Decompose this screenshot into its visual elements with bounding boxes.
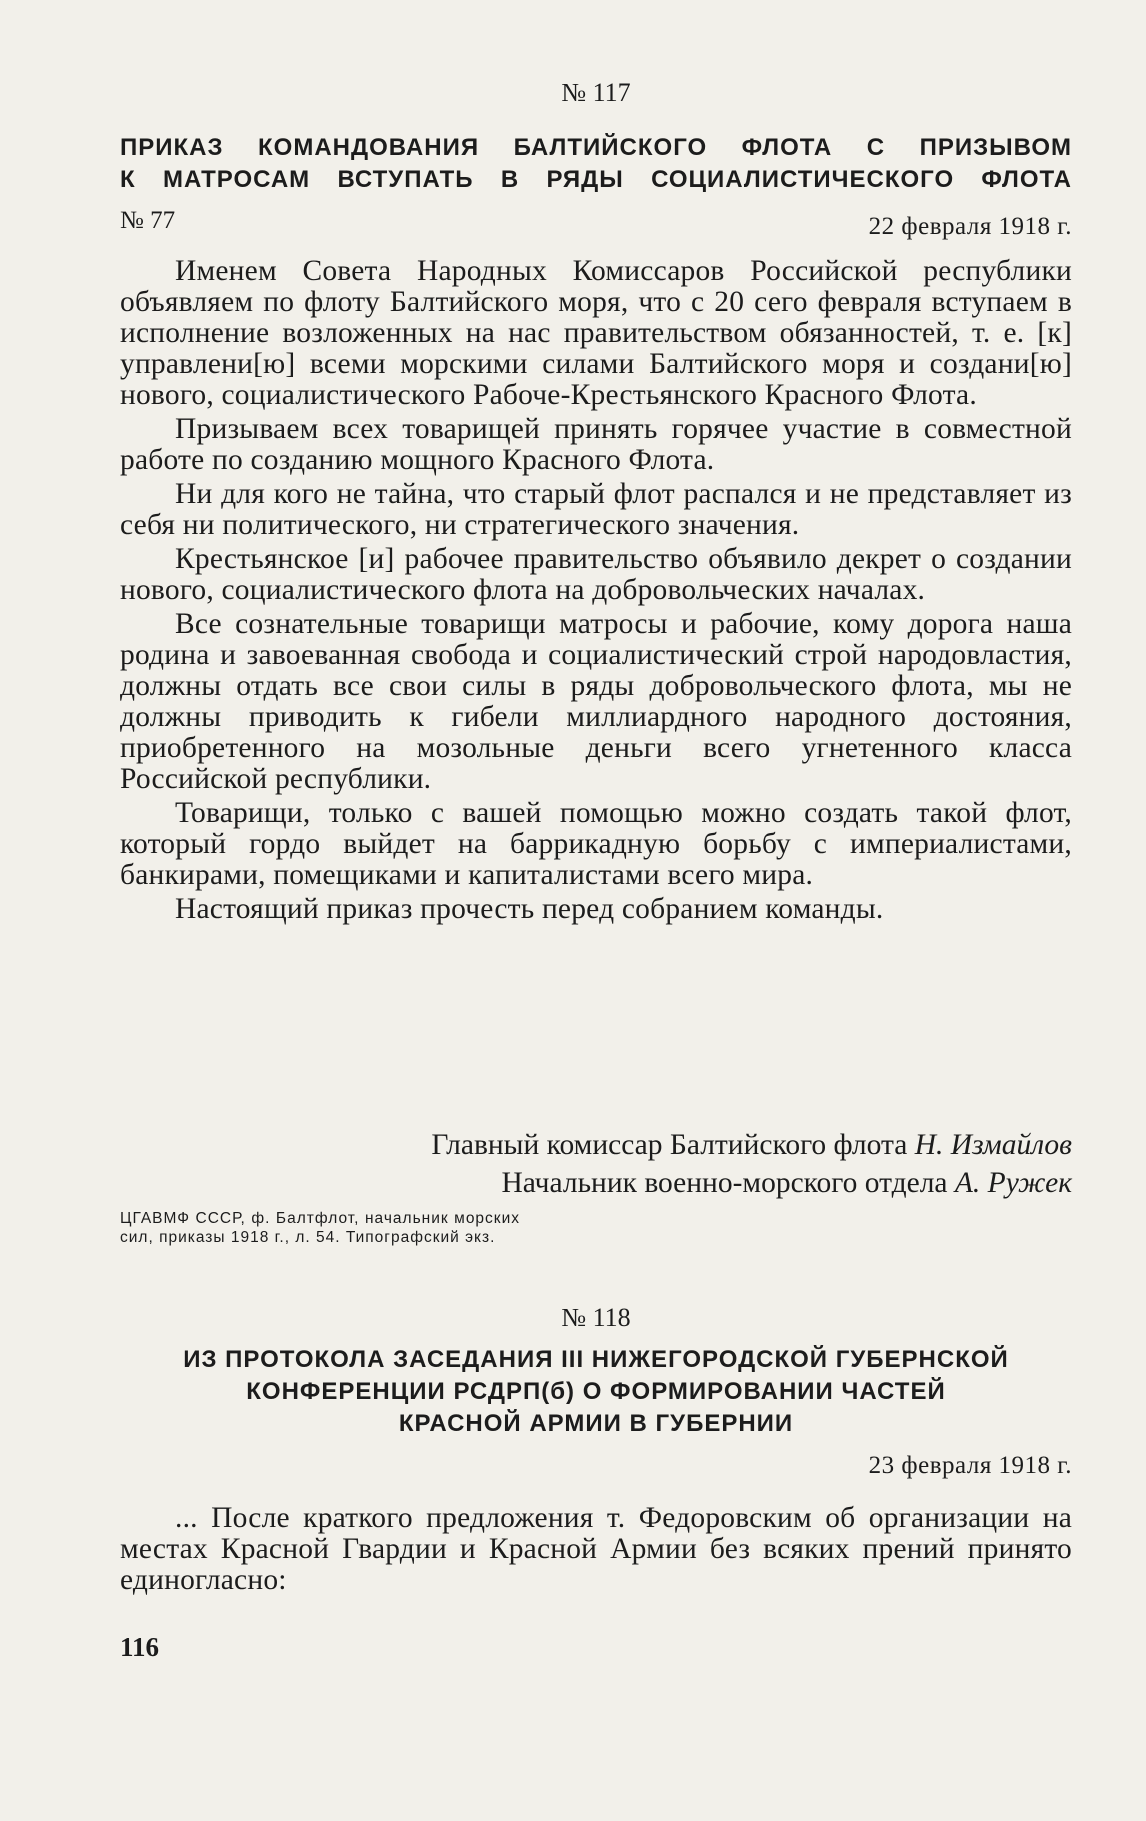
doc117-title-line-1: ПРИКАЗ КОМАНДОВАНИЯ БАЛТИЙСКОГО ФЛОТА С ПРИЗЫВОМ [120, 134, 1072, 161]
doc117-paragraph: Ни для кого не тайна, что старый флот распался и не представляет из себя ни политического, ни стратегического значения. [120, 478, 1072, 541]
doc118-number: № 118 [561, 1303, 631, 1332]
doc117-number: № 117 [561, 78, 631, 107]
signature-name: Н. Измайлов [914, 1129, 1072, 1161]
signature-name: А. Ружек [954, 1167, 1072, 1199]
doc117-paragraph: Настоящий приказ прочесть перед собранием команды. [175, 893, 884, 925]
doc118-title-line-1: ИЗ ПРОТОКОЛА ЗАСЕДАНИЯ III НИЖЕГОРОДСКОЙ ГУБЕРНСКОЙ [183, 1346, 1009, 1373]
page-number: 116 [120, 1632, 160, 1662]
signature-line [431, 1164, 1072, 1202]
doc117-body [120, 256, 1072, 925]
doc118-title-line-3: КРАСНОЙ АРМИИ В ГУБЕРНИИ [398, 1410, 794, 1437]
doc117-paragraph: Именем Совета Народных Комиссаров Российской республики объявляем по флоту Балтийского моря, что с 20 сего февраля вступаем в исполнение возложенных на нас правительством обязанностей, т. е. [к] управлени[ю] всеми морскими силами Балтийского моря и создани[ю] нового, социалистического Рабоче-Крестьянского Красного Флота. [120, 255, 1072, 411]
doc117-title-line-2: К МАТРОСАМ ВСТУПАТЬ В РЯДЫ СОЦИАЛИСТИЧЕСКОГО ФЛОТА [120, 166, 1072, 193]
doc117-paragraph: Крестьянское [и] рабочее правительство объявило декрет о создании нового, социалистического флота на добровольческих началах. [120, 543, 1072, 606]
doc117-signatures [431, 1126, 1072, 1202]
signature-line [431, 1126, 1072, 1164]
doc117-date: 22 февраля 1918 г. [868, 213, 1072, 240]
doc117-paragraph: Товарищи, только с вашей помощью можно создать такой флот, который гордо выйдет на баррикадную борьбу с империалистами, банкирами, помещиками и капиталистами всего мира. [120, 797, 1072, 891]
doc117-paragraph: Все сознательные товарищи матросы и рабочие, кому дорога наша родина и завоеванная свобода и социалистический строй народовластия, должны отдать все свои силы в ряды добровольческого флота, мы не должны приводить к гибели миллиардного народного достояния, приобретенного на мозольные деньги всего угнетенного класса Российской республики. [120, 608, 1072, 795]
doc117-paragraph: Призываем всех товарищей принять горячее участие в совместной работе по созданию мощного Красного Флота. [120, 413, 1072, 476]
signature-role: Начальник военно-морского отдела [501, 1167, 948, 1199]
signature-role: Главный комиссар Балтийского флота [431, 1129, 908, 1161]
doc118-title-line-2: КОНФЕРЕНЦИИ РСДРП(б) О ФОРМИРОВАНИИ ЧАСТЕЙ [246, 1378, 946, 1405]
doc118-paragraph: ... После краткого предложения т. Федоровским об организации на местах Красной Гвардии и Красной Армии без всяких прений принято единогласно: [120, 1502, 1072, 1596]
doc118-body [120, 1503, 1072, 1596]
doc117-archive-note: ЦГАВМФ СССР, ф. Балтфлот, начальник морских сил, приказы 1918 г., л. 54. Типографский экз. [120, 1210, 520, 1246]
doc117-order-number: № 77 [120, 207, 176, 234]
doc118-date: 23 февраля 1918 г. [868, 1452, 1072, 1479]
document-page [120, 0, 1072, 1821]
